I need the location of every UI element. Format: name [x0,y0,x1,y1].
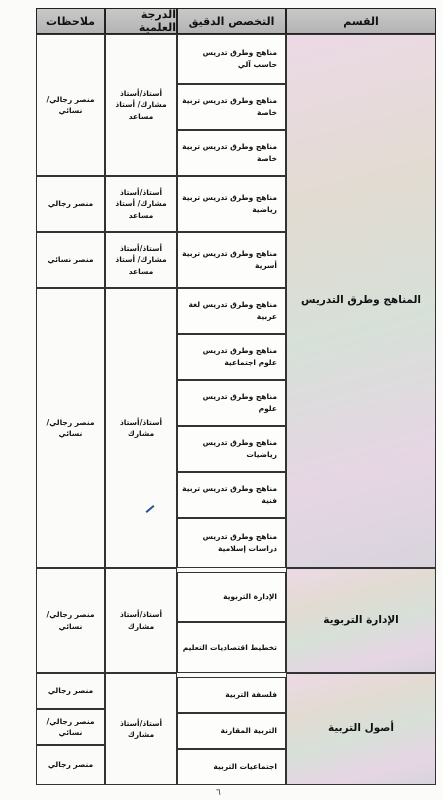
specialization-cell [177,130,286,176]
specialization-label: الإدارة التربوية [223,592,277,601]
notes-cell: منصر نسائي [36,232,105,288]
notes-cell: منصر رجالي [36,176,105,232]
specialization-cell [177,677,286,713]
academic-rank-cell: أستاذ/أستاذ مشارك [105,568,177,673]
specialization-cell [177,84,286,130]
header-notes: ملاحظات [36,8,105,34]
specialization-cell [177,749,286,785]
specialization-label: مناهج وطرق تدريس تربية فنية [182,484,277,505]
header-specialization: التخصص الدقيق [177,8,286,34]
specialization-cell [177,380,286,426]
specialization-cell [177,622,286,673]
specialization-label: مناهج وطرق تدريس تربية خاصة [182,142,277,163]
academic-rank-cell: أستاذ/أستاذ مشارك/ أستاذ مساعد [105,176,177,232]
specialization-cell [177,426,286,472]
academic-rank-cell: أستاذ/أستاذ مشارك [105,673,177,785]
specialization-label: مناهج وطرق تدريس علوم [202,392,277,413]
specialization-label: مناهج وطرق تدريس لغة عربية [188,300,277,321]
header-department: القسم [286,8,436,34]
specialization-label: مناهج وطرق تدريس تربية رياضية [182,193,277,214]
academic-rank-cell: أستاذ/أستاذ مشارك [105,288,177,568]
specialization-label: مناهج وطرق تدريس حاسب آلي [202,48,277,69]
department-cell: المناهج وطرق التدريس [286,34,436,568]
specialization-label: اجتماعيات التربية [213,762,277,771]
specialization-cell [177,518,286,568]
specialization-cell [177,232,286,288]
department-cell: الإدارة التربوية [286,568,436,673]
specialization-label: تخطيط اقتصاديات التعليم [182,642,277,652]
notes-cell: منصر رجالي/ نسائي [36,288,105,568]
specialization-cell [177,334,286,380]
header-academic-rank: الدرجة العلمية [105,8,177,34]
notes-cell: منصر رجالي [36,745,105,785]
specialization-label: مناهج وطرق تدريس علوم اجتماعية [202,346,277,367]
specialization-label: مناهج وطرق تدريس دراسات إسلامية [202,532,277,553]
notes-cell: منصر رجالي [36,673,105,709]
notes-cell: منصر رجالي/ نسائي [36,34,105,176]
specialization-cell [177,176,286,232]
specialization-cell [177,34,286,84]
department-cell: أصول التربية [286,673,436,785]
specialization-label: مناهج وطرق تدريس تربية أسرية [182,249,277,270]
notes-cell: منصر رجالي/ نسائي [36,709,105,745]
specialization-cell [177,288,286,334]
page-number: ٦ [216,788,221,798]
specialization-label: التربية المقارنة [220,726,277,735]
specialization-cell [177,713,286,749]
academic-rank-cell: أستاذ/أستاذ مشارك/ أستاذ مساعد [105,34,177,176]
specialization-label: مناهج وطرق تدريس رياضيات [202,438,277,459]
specialization-cell [177,472,286,518]
specialization-label: فلسفة التربية [225,690,277,699]
specialization-cell [177,572,286,622]
notes-cell: منصر رجالي/ نسائي [36,568,105,673]
academic-rank-cell: أستاذ/أستاذ مشارك/ أستاذ مساعد [105,232,177,288]
specialization-label: مناهج وطرق تدريس تربية خاصة [182,96,277,117]
